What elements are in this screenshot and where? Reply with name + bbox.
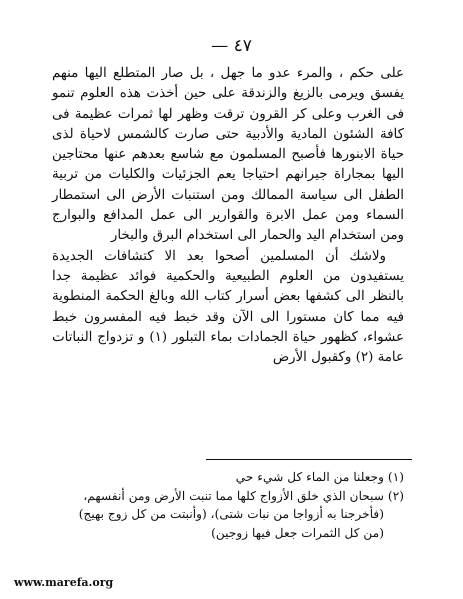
main-text — [52, 64, 404, 368]
footnote-divider — [206, 459, 412, 460]
paragraph: على حكم ، والمرء عدو ما جهل ، بل صار المتطلع اليها منهم يفسق ويرمى بالزيغ والزندقة على حين أخذت هذه العلوم تنمو فى الغرب وعلى كر القرون ترقت وظهر لها ثمرات عظيمة فى كافة الشئون المادية والأدبية حتى صارت كالشمس لاحياة لذى حياة الابنورها فأصبح المسلمون مع شاسع بعدهم عنها محتاجين اليها بمجاراة جيرانهم احتياجا يعم الجزئيات والكليات من تربية الطفل الى سياسة الممالك ومن استنبات الأرض الى استمطار السماء ومن عمل الابرة والقوارير الى عمل المدافع والبوارج ومن استخدام اليد والحمار الى استخدام البرق والبخار — [52, 66, 404, 244]
page-number: — ٤٧ — [211, 36, 252, 56]
source-watermark: www.marefa.org — [14, 576, 114, 589]
footnote-line: (فأخرجنا به أزواجا من نبات شتى)، (وأنبتت من كل زوج بهيج) — [78, 507, 384, 522]
footnote-line: (١) وجعلنا من الماء كل شيء حي — [235, 470, 404, 484]
footnote-line: (من كل الثمرات جعل فيها زوجين) — [211, 525, 384, 540]
paragraph: ولاشك أن المسلمين أصحوا بعد الا كتشافات الجديدة يستفيدون من العلوم الطبيعية والحكمية فوائد عظيمة جدا بالنظر الى كشفها بعض أسرار كتاب الله وبالغ الحكمة المنطوية فيه مما كان مستورا الى الآن وقد خبط فيه المفسرون خبط عشواء، كظهور حياة الجمادات بماء التبلور (١) و تزدواج النباتات عامة (٢) وكقبول الأرض — [52, 248, 404, 366]
footnote-line: (٢) سبحان الذي خلق الأزواج كلها مما تنبت الأرض ومن أنفسهم، — [83, 488, 404, 503]
footnotes — [52, 468, 404, 542]
